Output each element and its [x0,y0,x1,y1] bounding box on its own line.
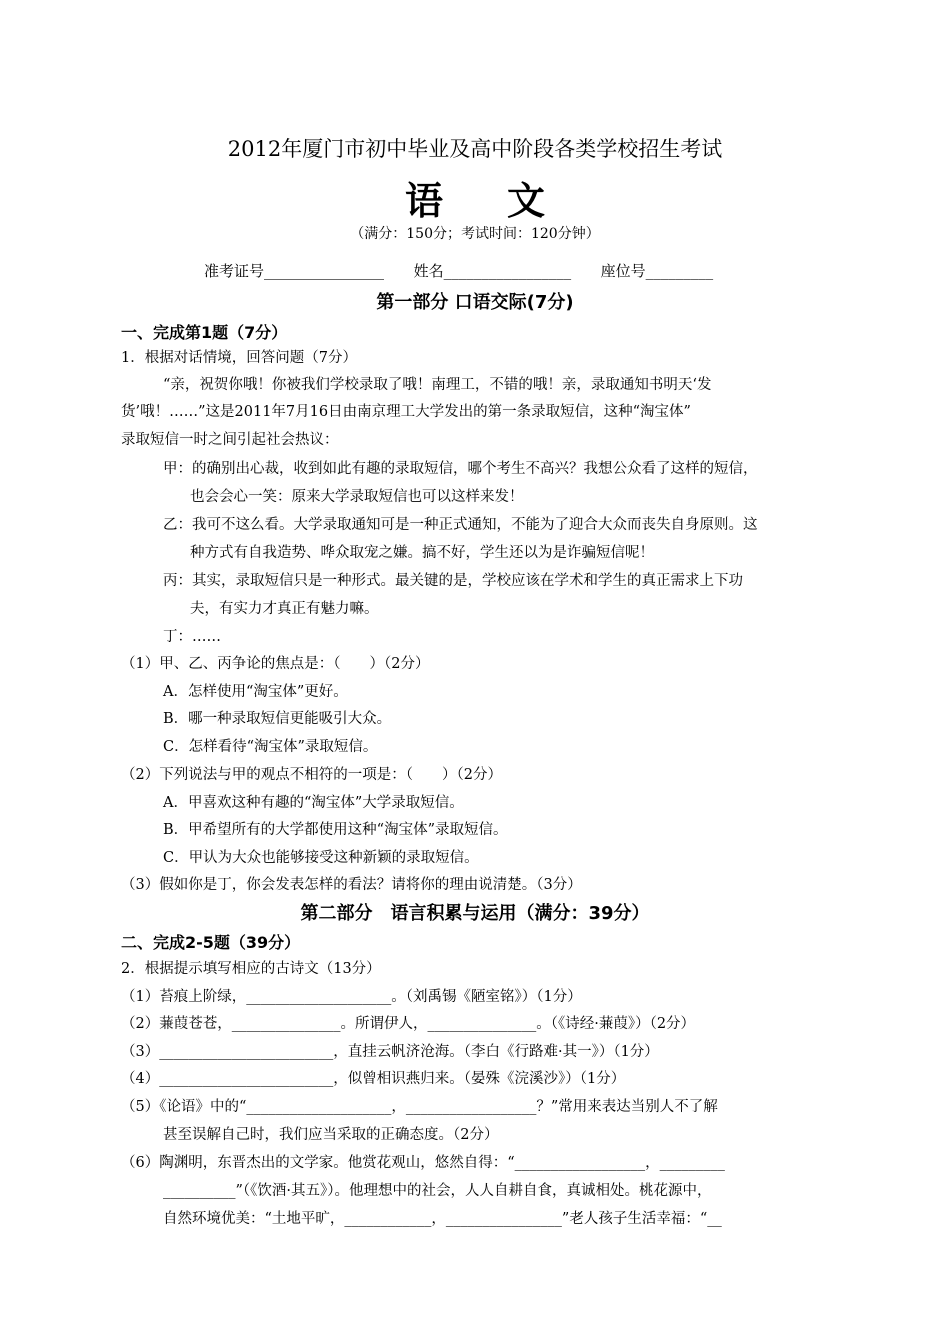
admission-number-field[interactable]: 准考证号________________ [204,262,385,280]
fill-item-1[interactable]: （1）苔痕上阶绿，____________________。（刘禹锡《陋室铭》）（1分） [121,989,582,1005]
dialogue-line: 种方式有自我造势、哗众取宠之嫌。搞不好，学生还以为是诈骗短信呢！ [190,545,654,561]
dialogue-line: 甲：的确别出心裁，收到如此有趣的录取短信，哪个考生不高兴？我想公众看了这样的短信， [163,461,758,477]
fill-item-3[interactable]: （3）________________________，直挂云帆济沧海。（李白《行路难·其一》）（1分） [121,1044,659,1060]
part2-title: 第二部分 语言积累与运用（满分：39分） [300,903,650,924]
dialogue-line: 也会会心一笑：原来大学录取短信也可以这样来发！ [190,489,524,505]
exam-title: 2012年厦门市初中毕业及高中阶段各类学校招生考试 [227,137,723,161]
question1-stem: 1．根据对话情境，回答问题（7分） [121,350,357,366]
section2-title: 二、完成2-5题（39分） [121,933,301,952]
seat-number-field[interactable]: 座位号_________ [600,262,714,280]
dialogue-line: 丙：其实，录取短信只是一种形式。最关键的是，学校应该在学术和学生的真正需求上下功 [163,573,743,589]
fill-item-4[interactable]: （4）________________________，似曾相识燕归来。（晏殊《浣溪沙》）（1分） [121,1071,626,1087]
option-b[interactable]: B．哪一种录取短信更能吸引大众。 [163,711,392,727]
option-c[interactable]: C．怎样看待“淘宝体”录取短信。 [163,739,378,755]
passage-line: “亲，祝贺你哦！你被我们学校录取了哦！南理工，不错的哦！亲，录取通知书明天‘发 [163,377,712,393]
fill-item-6[interactable]: （6）陶渊明，东晋杰出的文学家。他赏花观山，悠然自得：“__________________，_________ [121,1155,725,1171]
dialogue-line: 夫，有实力才真正有魅力嘛。 [190,601,379,617]
fill-item-6-cont[interactable]: __________”（《饮酒·其五》）。他理想中的社会，人人自耕自食，真诚相处。桃花源中， [163,1183,712,1199]
fill-item-6-cont[interactable]: 自然环境优美：“土地平旷，____________，________________”老人孩子生活幸福：“__ [163,1211,722,1227]
option-c[interactable]: C．甲认为大众也能够接受这种新颖的录取短信。 [163,850,479,866]
section1-title: 一、完成第1题（7分） [121,323,288,342]
subquestion-1: （1）甲、乙、丙争论的焦点是：（ ）（2分） [121,656,430,672]
fill-item-5-cont: 甚至误解自己时，我们应当采取的正确态度。（2分） [163,1127,499,1143]
dialogue-line: 乙：我可不这么看。大学录取通知可是一种正式通知，不能为了迎合大众而丧失自身原则。这 [163,517,758,533]
option-a[interactable]: A．甲喜欢这种有趣的“淘宝体”大学录取短信。 [163,795,464,811]
question2-stem: 2．根据提示填写相应的古诗文（13分） [121,961,381,977]
subquestion-3: （3）假如你是丁，你会发表怎样的看法？请将你的理由说清楚。（3分） [121,877,582,893]
subject-title: 语文 [404,178,609,223]
score-note: （满分：150分；考试时间：120分钟） [350,226,600,242]
subquestion-2: （2）下列说法与甲的观点不相符的一项是：（ ）（2分） [121,767,502,783]
option-a[interactable]: A．怎样使用“淘宝体”更好。 [163,684,348,700]
dialogue-line: 丁：…… [163,629,221,645]
name-field[interactable]: 姓名_________________ [413,262,572,280]
option-b[interactable]: B．甲希望所有的大学都使用这种“淘宝体”录取短信。 [163,822,508,838]
student-info-row [204,260,713,281]
fill-item-2[interactable]: （2）蒹葭苍苍，_______________。所谓伊人，_______________。（《诗经·蒹葭》）（2分） [121,1016,696,1032]
passage-line: 货’哦！……”这是2011年7月16日由南京理工大学发出的第一条录取短信，这种“淘宝体” [121,404,691,420]
passage-line: 录取短信一时之间引起社会热议： [121,432,339,448]
part1-title: 第一部分 口语交际(7分) [376,292,574,313]
fill-item-5[interactable]: （5）《论语》中的“____________________，__________________？”常用来表达当别人不了解 [121,1099,718,1115]
